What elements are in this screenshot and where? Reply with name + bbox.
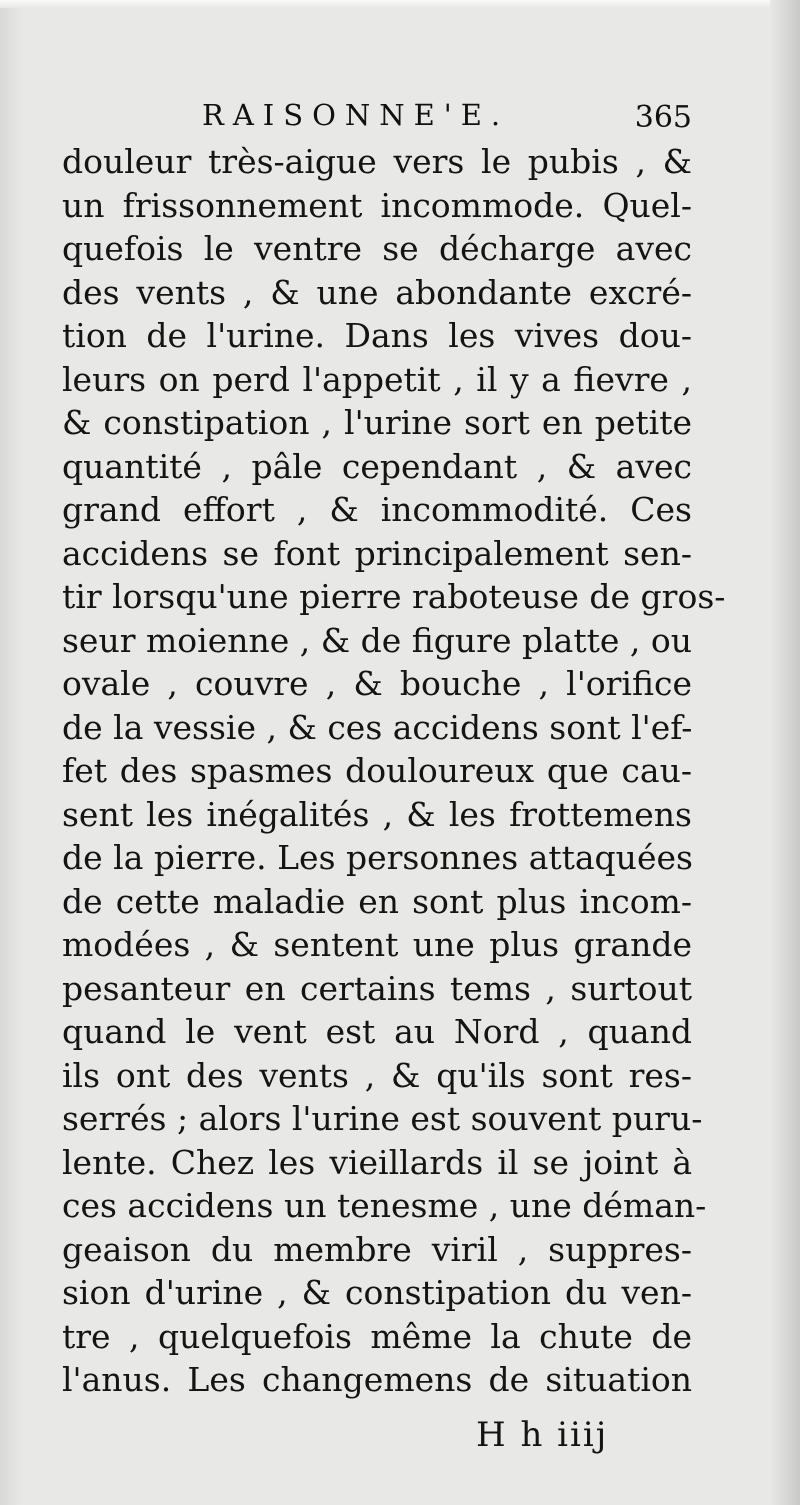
text-line: ovale , couvre , & bouche , l'orifice [62, 664, 692, 703]
text-line: quantité , pâle cependant , & avec [62, 446, 692, 486]
text-line: un frissonnement incommode. Quel- [62, 185, 692, 225]
text-line: quefois le ventre se décharge avec [62, 229, 692, 268]
page-edge [0, 0, 800, 8]
text-line: serrés ; alors l'urine est souvent puru- [62, 1099, 703, 1138]
text-line: seur moienne , & de figure platte , ou [62, 620, 692, 660]
signature-mark: H h iiij [476, 1415, 609, 1455]
text-line: douleur très-aigue vers le pubis , & [62, 142, 692, 181]
page-number: 365 [634, 100, 692, 135]
text-line: modées , & sentent une plus grande [62, 925, 692, 964]
text-line: des vents , & une abondante excré- [62, 272, 692, 312]
text-line: l'anus. Les changemens de situation [62, 1360, 692, 1399]
text-line: quand le vent est au Nord , quand [62, 1012, 692, 1051]
text-line: lente. Chez les vieillards il se joint à [62, 1142, 692, 1182]
text-line: & constipation , l'urine sort en petite [62, 403, 692, 442]
text-line: pesanteur en certains tems , surtout [62, 968, 692, 1008]
text-line: tion de l'urine. Dans les vives dou- [62, 316, 692, 355]
page-header [62, 98, 692, 138]
text-line: sion d'urine , & constipation du ven- [62, 1273, 692, 1312]
text-line: de la vessie , & ces accidens sont l'ef- [62, 707, 693, 747]
body-text [62, 140, 726, 1402]
text-line: sent les inégalités , & les frottemens [62, 794, 692, 834]
text-line: tre , quelquefois même la chute de [62, 1316, 692, 1356]
text-line: de cette maladie en sont plus incom- [62, 881, 692, 921]
text-line: ces accidens un tenesme , une déman- [62, 1186, 707, 1225]
text-line: accidens se font principalement sen- [62, 533, 692, 573]
text-line: leurs on perd l'appetit , il y a fievre , [62, 359, 692, 399]
text-line: grand effort , & incommodité. Ces [62, 490, 692, 529]
text-line: de la pierre. Les personnes attaquées [62, 838, 693, 877]
text-line: ils ont des vents , & qu'ils sont res- [62, 1055, 692, 1095]
running-head: RAISONNE'E. [202, 98, 510, 132]
text-line: geaison du membre viril , suppres- [62, 1229, 692, 1269]
text-line: fet des spasmes douloureux que cau- [62, 751, 692, 790]
text-line: tir lorsqu'une pierre raboteuse de gros- [62, 577, 726, 616]
